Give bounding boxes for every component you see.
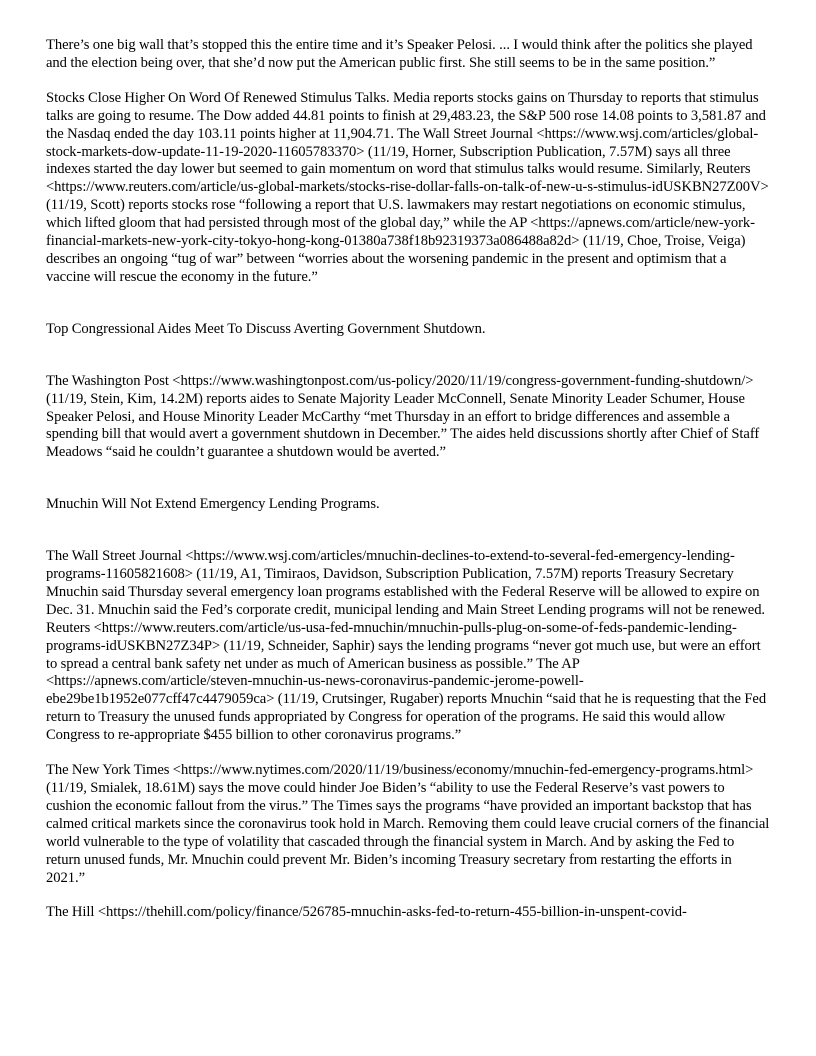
paragraph-nyt: The New York Times <https://www.nytimes.com/2020/11/19/business/economy/mnuchin-fed-emergency-programs.html> (11/19, Smialek, 18.61M) says the move could hinder Joe Biden’s “ability to use the Federal Reserve’s vast powers to cushion the economic fallout from the virus.” The Times says the programs “have provided an important backstop that has calmed critical markets since the coronavirus took hold in March. Removing them could leave crucial corners of the financial world vulnerable to the type of volatility that cascaded through the financial system in March. And by asking the Fed to return unused funds, Mr. Mnuchin could prevent Mr. Biden’s incoming Treasury secretary from restarting the efforts in 2021.” <box>46 762 770 886</box>
paragraph-stocks: Stocks Close Higher On Word Of Renewed Stimulus Talks. Media reports stocks gains on Thursday to reports that stimulus talks are going to resume. The Dow added 44.81 points to finish at 29,483.23, the S&P 500 rose 14.08 points to 3,581.87 and the Nasdaq ended the day 103.11 points higher at 11,904.71. The Wall Street Journal <https://www.wsj.com/articles/global-stock-markets-dow-update-11-19-2020-11605783370> (11/19, Horner, Subscription Publication, 7.57M) says all three indexes started the day lower but seemed to gain momentum on word that stimulus talks would resume. Similarly, Reuters <https://www.reuters.com/article/us-global-markets/stocks-rise-dollar-falls-on-talk-of-new-u-s-stimulus-idUSKBN27Z00V> (11/19, Scott) reports stocks rose “following a report that U.S. lawmakers may restart negotiations on economic stimulus, which lifted gloom that had persisted through most of the global day,” while the AP <https://apnews.com/article/new-york-financial-markets-new-york-city-tokyo-hong-kong-01380a738f18b92319373a086488a82d> (11/19, Choe, Troise, Veiga) describes an ongoing “tug of war” between “worries about the worsening pandemic in the present and optimism that a vaccine will rescue the economy in the future.” <box>46 89 769 285</box>
paragraph-gap <box>46 73 772 90</box>
headline-mnuchin: Mnuchin Will Not Extend Emergency Lending Programs. <box>46 496 380 513</box>
paragraph-wsj-mnuchin: The Wall Street Journal <https://www.wsj.com/articles/mnuchin-declines-to-extend-to-several-fed-emergency-lending-programs-11605821608> (11/19, A1, Timiraos, Davidson, Subscription Publication, 7.57M) reports Treasury Secretary Mnuchin said Thursday several emergency loan programs established with the Federal Reserve will be allowed to expire on Dec. 31. Mnuchin said the Fed’s corporate credit, municipal lending and Main Street Lending programs will not be renewed. Reuters <https://www.reuters.com/article/us-usa-fed-mnuchin/mnuchin-pulls-plug-on-some-of-feds-pandemic-lending-programs-idUSKBN27Z34P> (11/19, Schneider, Saphir) says the lending programs “never got much use, but were an effort to spread a central bank safety net under as much of American business as possible.” The AP <https://apnews.com/article/steven-mnuchin-us-news-coronavirus-pandemic-jerome-powell-ebe29be1b1952e077cff47c4479059ca> (11/19, Crutsinger, Rugaber) reports Mnuchin “said that he is requesting that the Fed return to Treasury the unused funds appropriated by Congress for operation of the programs. He said this would allow Congress to re-appropriate $455 billion to other coronavirus programs.” <box>46 548 767 744</box>
paragraph-washington-post: The Washington Post <https://www.washingtonpost.com/us-policy/2020/11/19/congress-government-funding-shutdown/> (11/19, Stein, Kim, 14.2M) reports aides to Senate Majority Leader McConnell, Senate Minority Leader Schumer, House Speaker Pelosi, and House Minority Leader McCarthy “met Thursday in an effort to bridge differences and assemble a spending bill that would avert a government shutdown in December.” The aides held discussions shortly after Chief of Staff Meadows “said he couldn’t guarantee a shutdown would be averted.” <box>46 372 760 461</box>
paragraph-the-hill: The Hill <https://thehill.com/policy/finance/526785-mnuchin-asks-fed-to-return-455-billion-in-unspent-covid- <box>46 904 687 921</box>
headline-shutdown: Top Congressional Aides Meet To Discuss Averting Government Shutdown. <box>46 320 486 337</box>
paragraph-gap <box>46 745 772 762</box>
paragraph-gap <box>46 287 772 321</box>
paragraph-gap <box>46 887 772 904</box>
paragraph-gap <box>46 339 772 373</box>
paragraph-gap <box>46 514 772 548</box>
paragraph-gap <box>46 462 772 496</box>
paragraph-pelosi-quote: There’s one big wall that’s stopped this the entire time and it’s Speaker Pelosi. ... I would think after the politics she played and the election being over, that she’d now put the American public first. She still seems to be in the same position.” <box>46 37 753 71</box>
document-page <box>46 37 772 922</box>
